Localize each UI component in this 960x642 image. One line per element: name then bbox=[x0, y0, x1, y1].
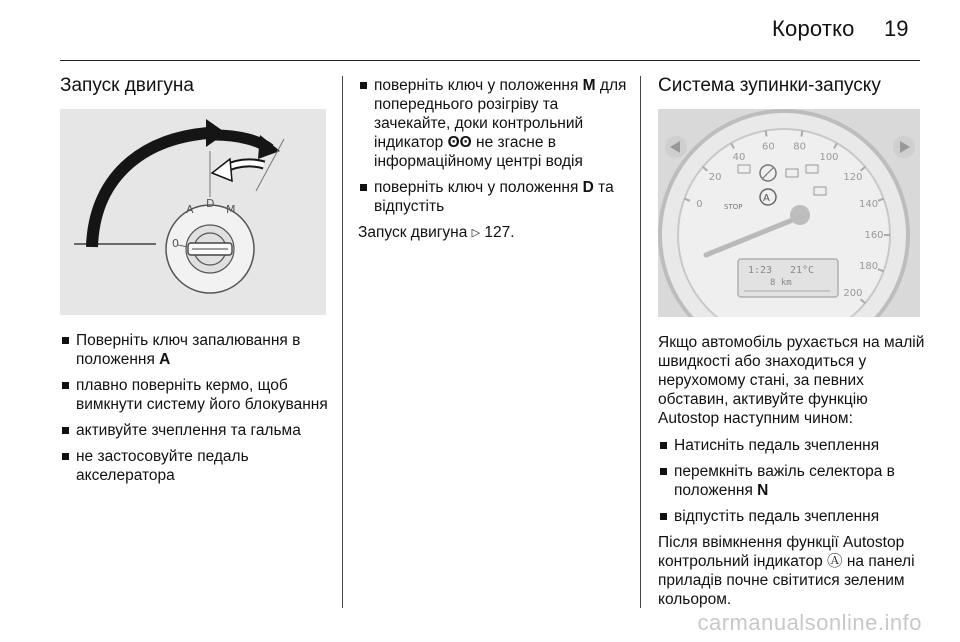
glow-plug-icon: ʘʘ bbox=[447, 134, 472, 151]
ignition-label-m: M bbox=[226, 203, 236, 216]
reference-arrow-icon: ▷ bbox=[471, 227, 481, 239]
cross-reference[interactable]: Запуск двигуна ▷ 127. bbox=[358, 224, 515, 241]
instrument-cluster-illustration bbox=[658, 109, 920, 317]
speed-label: 160 bbox=[864, 230, 884, 241]
left-column bbox=[60, 76, 328, 492]
speed-label: 180 bbox=[859, 260, 879, 272]
column-divider-right bbox=[640, 76, 641, 608]
ignition-label-0: 0 bbox=[172, 237, 179, 250]
engine-start-steps bbox=[60, 331, 328, 485]
speed-label: 120 bbox=[843, 172, 863, 184]
section-title-stop-start: Система зупинки-запуску bbox=[658, 75, 881, 96]
engine-start-steps-continued bbox=[358, 76, 628, 216]
list-item: поверніть ключ у положення D та відпустіть bbox=[358, 178, 628, 216]
autostop-intro: Якщо автомобіль рухається на малій швидкості або знаходиться у нерухомому стані, за певних обставин, активуйте функцію Autostop наступним чином: bbox=[658, 334, 925, 427]
list-item: Натисніть педаль зчеплення bbox=[658, 436, 926, 455]
speed-label: 100 bbox=[819, 152, 839, 164]
autostop-steps bbox=[658, 436, 926, 526]
list-item: активуйте зчеплення та гальма bbox=[60, 421, 328, 440]
key-position-d: D bbox=[582, 179, 594, 196]
list-item: плавно поверніть кермо, щоб вимкнути систему його блокування bbox=[60, 376, 328, 414]
display-time: 1:23 bbox=[748, 265, 773, 276]
svg-text:A: A bbox=[763, 193, 770, 204]
selector-position-n: N bbox=[757, 482, 769, 499]
speed-tick bbox=[801, 131, 802, 137]
list-item: не застосовуйте педаль акселератора bbox=[60, 447, 328, 485]
speed-tick bbox=[766, 131, 767, 137]
speed-label: 20 bbox=[708, 172, 722, 184]
ignition-label-d: D bbox=[206, 197, 215, 210]
list-item: перемкніть важіль селектора в положення N bbox=[658, 462, 926, 500]
speed-label: 200 bbox=[843, 287, 863, 299]
ignition-illustration bbox=[60, 109, 326, 315]
middle-column bbox=[358, 76, 628, 251]
list-item: відпустіть педаль зчеплення bbox=[658, 507, 926, 526]
right-column bbox=[658, 76, 926, 617]
page-number: 19 bbox=[884, 16, 909, 41]
list-item: Поверніть ключ запалювання в положення A bbox=[60, 331, 328, 369]
speed-label: 60 bbox=[762, 141, 775, 153]
header-divider bbox=[60, 60, 920, 61]
ignition-key-figure bbox=[60, 109, 326, 315]
display-temp: 21°C bbox=[790, 265, 815, 276]
key-position-a: A bbox=[159, 351, 171, 368]
ignition-label-a: A bbox=[186, 203, 194, 216]
column-divider-left bbox=[342, 76, 343, 608]
speed-label: 0 bbox=[696, 199, 703, 211]
display-line2: 8 km bbox=[770, 278, 792, 288]
speed-label: 80 bbox=[793, 141, 806, 153]
watermark: carmanualsonline.info bbox=[697, 610, 922, 635]
page-header-title: Коротко bbox=[772, 16, 855, 41]
instrument-cluster-figure bbox=[658, 109, 920, 317]
autostop-outro: Після ввімкнення функції Autostop контрольний індикатор Ⓐ на панелі приладів почне світитися зеленим кольором. bbox=[658, 534, 915, 608]
key-position-m: M bbox=[582, 77, 596, 94]
section-title-engine-start: Запуск двигуна bbox=[60, 75, 194, 96]
list-item: поверніть ключ у положення M для попереднього розігріву та зачекайте, доки контрольний індикатор ʘʘ не згасне в інформаційному центрі водія bbox=[358, 76, 628, 171]
stop-label: STOP bbox=[724, 203, 743, 211]
autostop-a-icon: Ⓐ bbox=[827, 553, 843, 570]
speed-label: 40 bbox=[732, 152, 746, 164]
speed-label: 140 bbox=[859, 199, 879, 211]
